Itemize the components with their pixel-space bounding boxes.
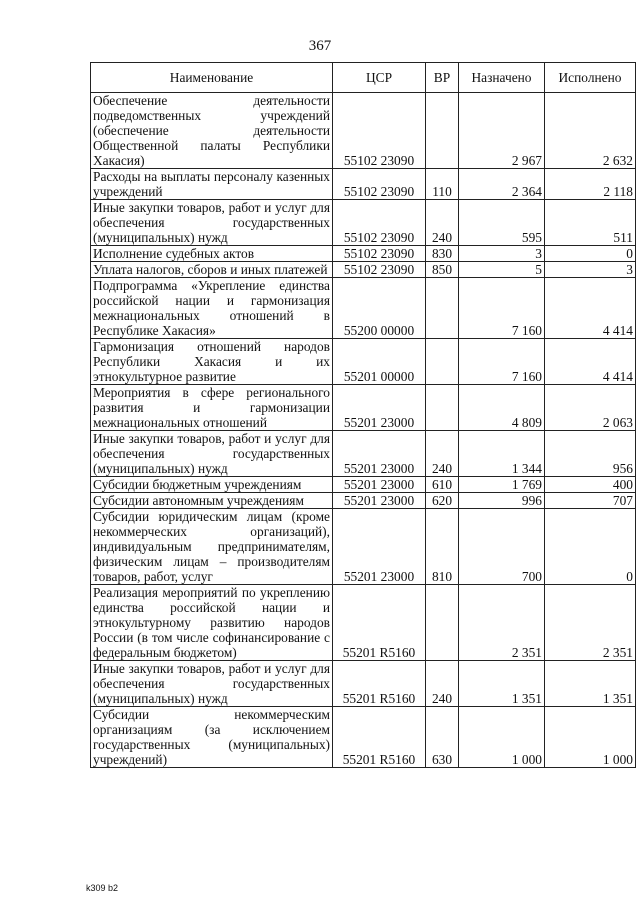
row-planned: 1 000 — [459, 707, 545, 768]
row-name: Субсидии бюджетным учреждениям — [91, 477, 333, 493]
row-csr: 55201 23000 — [333, 385, 426, 431]
row-csr: 55201 R5160 — [333, 585, 426, 661]
row-name: Обеспечение деятельности подведомственных учреждений (обеспечение деятельности Общественной палаты Республики Хакасия) — [91, 93, 333, 169]
header-vr: ВР — [426, 63, 459, 93]
row-vr: 810 — [426, 509, 459, 585]
row-csr: 55201 00000 — [333, 339, 426, 385]
row-done: 511 — [545, 200, 636, 246]
row-vr: 240 — [426, 431, 459, 477]
row-vr — [426, 585, 459, 661]
row-done: 3 — [545, 262, 636, 278]
header-planned: Назначено — [459, 63, 545, 93]
row-csr: 55102 23090 — [333, 262, 426, 278]
table-row — [91, 93, 636, 169]
table-row — [91, 477, 636, 493]
row-vr: 630 — [426, 707, 459, 768]
table-row — [91, 200, 636, 246]
row-name: Расходы на выплаты персоналу казенных учреждений — [91, 169, 333, 200]
row-planned: 1 344 — [459, 431, 545, 477]
row-name: Исполнение судебных актов — [91, 246, 333, 262]
row-name: Иные закупки товаров, работ и услуг для обеспечения государственных (муниципальных) нужд — [91, 661, 333, 707]
row-done: 2 118 — [545, 169, 636, 200]
row-name: Гармонизация отношений народов Республики Хакасия и их этнокультурное развитие — [91, 339, 333, 385]
table-row — [91, 339, 636, 385]
row-vr: 620 — [426, 493, 459, 509]
row-done: 4 414 — [545, 278, 636, 339]
table-row — [91, 707, 636, 768]
row-csr: 55201 23000 — [333, 493, 426, 509]
row-csr: 55200 00000 — [333, 278, 426, 339]
row-done: 1 351 — [545, 661, 636, 707]
row-name: Иные закупки товаров, работ и услуг для обеспечения государственных (муниципальных) нужд — [91, 200, 333, 246]
row-csr: 55201 23000 — [333, 431, 426, 477]
row-done: 2 351 — [545, 585, 636, 661]
row-name: Субсидии юридическим лицам (кроме некоммерческих организаций), индивидуальным предпринимателям, физическим лицам – производителям товаров, работ, услуг — [91, 509, 333, 585]
row-planned: 996 — [459, 493, 545, 509]
table-row — [91, 385, 636, 431]
row-csr: 55201 R5160 — [333, 661, 426, 707]
row-done: 4 414 — [545, 339, 636, 385]
row-csr: 55102 23090 — [333, 200, 426, 246]
row-vr: 240 — [426, 661, 459, 707]
row-done: 400 — [545, 477, 636, 493]
table-row — [91, 262, 636, 278]
row-vr: 830 — [426, 246, 459, 262]
footer-mark: k309 b2 — [86, 883, 119, 893]
header-done: Исполнено — [545, 63, 636, 93]
row-planned: 1 769 — [459, 477, 545, 493]
row-done: 2 632 — [545, 93, 636, 169]
table-row — [91, 509, 636, 585]
row-csr: 55102 23090 — [333, 246, 426, 262]
budget-table — [90, 62, 636, 768]
table-row — [91, 278, 636, 339]
table-row — [91, 431, 636, 477]
row-planned: 7 160 — [459, 339, 545, 385]
table-row — [91, 661, 636, 707]
row-planned: 700 — [459, 509, 545, 585]
row-planned: 2 351 — [459, 585, 545, 661]
row-name: Субсидии автономным учреждениям — [91, 493, 333, 509]
row-vr — [426, 278, 459, 339]
row-vr: 610 — [426, 477, 459, 493]
row-planned: 7 160 — [459, 278, 545, 339]
row-planned: 595 — [459, 200, 545, 246]
row-vr: 110 — [426, 169, 459, 200]
row-name: Реализация мероприятий по укреплению единства российской нации и этнокультурному развитию народов России (в том числе софинансирование с федеральным бюджетом) — [91, 585, 333, 661]
table-row — [91, 169, 636, 200]
row-name: Субсидии некоммерческим организациям (за исключением государственных (муниципальных) учреждений) — [91, 707, 333, 768]
row-planned: 3 — [459, 246, 545, 262]
row-csr: 55201 23000 — [333, 509, 426, 585]
table-row — [91, 246, 636, 262]
row-vr: 240 — [426, 200, 459, 246]
row-planned: 1 351 — [459, 661, 545, 707]
table-row — [91, 493, 636, 509]
row-planned: 2 967 — [459, 93, 545, 169]
row-done: 0 — [545, 509, 636, 585]
row-csr: 55102 23090 — [333, 93, 426, 169]
row-csr: 55201 23000 — [333, 477, 426, 493]
row-planned: 5 — [459, 262, 545, 278]
page-number: 367 — [308, 38, 332, 54]
row-done: 707 — [545, 493, 636, 509]
row-planned: 2 364 — [459, 169, 545, 200]
row-name: Мероприятия в сфере регионального развития и гармонизации межнациональных отношений — [91, 385, 333, 431]
row-done: 2 063 — [545, 385, 636, 431]
row-vr — [426, 385, 459, 431]
row-name: Иные закупки товаров, работ и услуг для обеспечения государственных (муниципальных) нужд — [91, 431, 333, 477]
row-vr — [426, 93, 459, 169]
row-vr — [426, 339, 459, 385]
table-row — [91, 585, 636, 661]
row-vr: 850 — [426, 262, 459, 278]
row-done: 956 — [545, 431, 636, 477]
table-header-row — [91, 63, 636, 93]
row-name: Уплата налогов, сборов и иных платежей — [91, 262, 333, 278]
row-planned: 4 809 — [459, 385, 545, 431]
row-csr: 55102 23090 — [333, 169, 426, 200]
row-done: 0 — [545, 246, 636, 262]
header-csr: ЦСР — [333, 63, 426, 93]
row-done: 1 000 — [545, 707, 636, 768]
header-name: Наименование — [91, 63, 333, 93]
row-csr: 55201 R5160 — [333, 707, 426, 768]
row-name: Подпрограмма «Укрепление единства российской нации и гармонизация межнациональных отношений в Республике Хакасия» — [91, 278, 333, 339]
